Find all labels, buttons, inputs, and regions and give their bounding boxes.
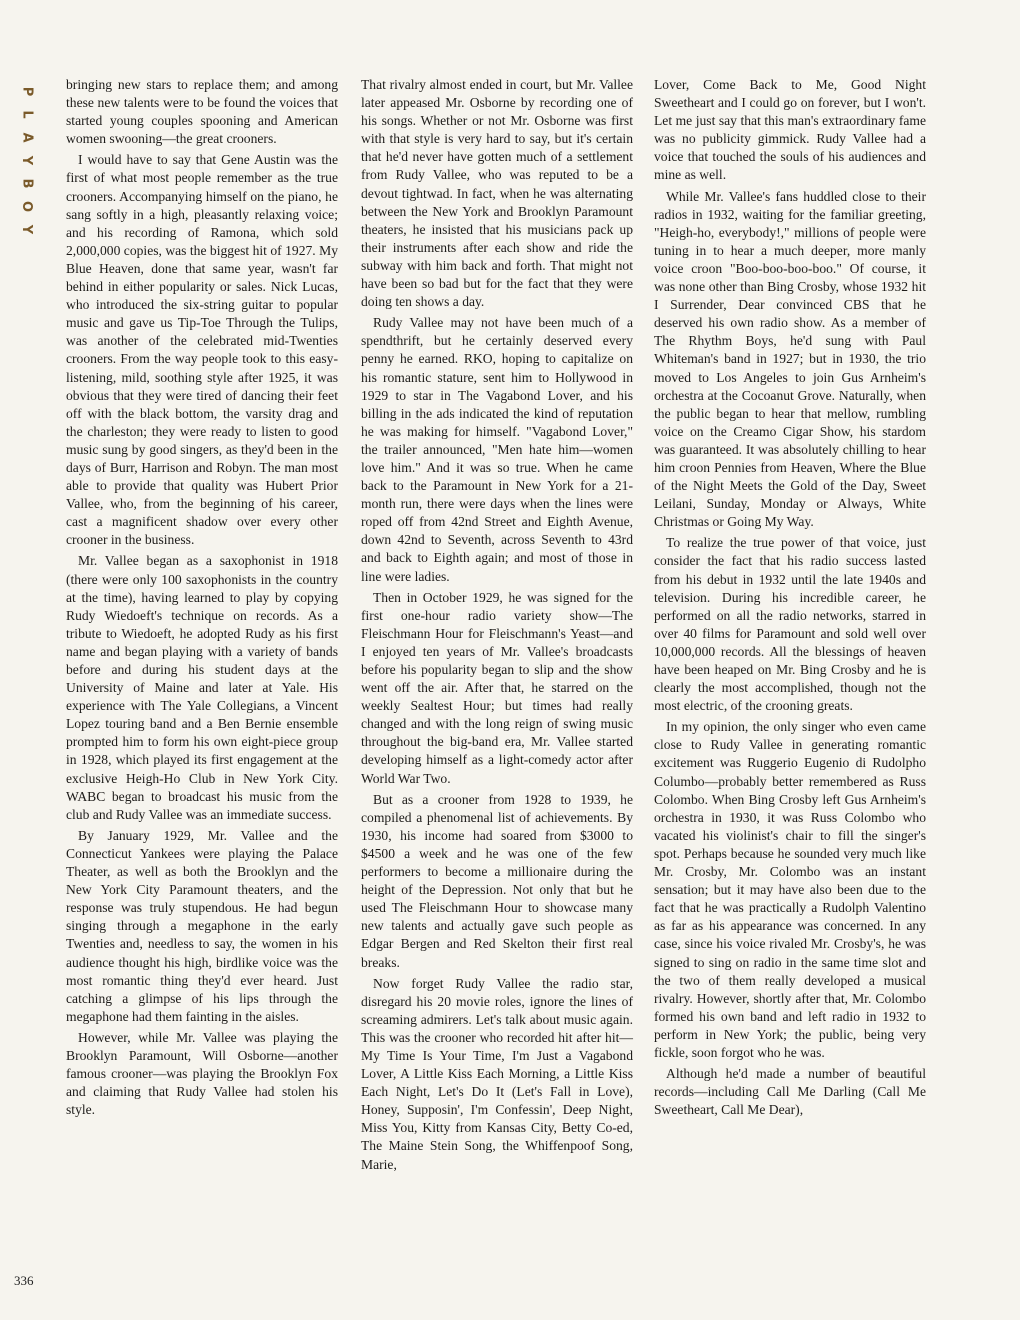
paragraph: bringing new stars to replace them; and among these new talents were to be found the voices that started young couples spooning and American women swooning—the great crooners. — [66, 77, 338, 147]
paragraph: That rivalry almost ended in court, but Mr. Vallee later appeased Mr. Osborne by recording one of his songs. Whether or not Mr. Osborne was first with that style is very hard to say, but it's certain that he'd never have gotten much of a settlement from Rudy Vallee, who was reputed to be a devout tightwad. In fact, when he was alternating between the New York and Brooklyn Paramount theaters, he insisted that his musicians pack up their instruments after each show and ride the subway with him back and forth. That might not have been so bad but for the fact that they were doing ten shows a day. — [361, 77, 633, 310]
magazine-masthead — [16, 80, 38, 241]
text-column-1 — [66, 76, 338, 1122]
paragraph: By January 1929, Mr. Vallee and the Connecticut Yankees were playing the Palace Theater, as well as both the Brooklyn and the New York City Paramount theaters, and the response was truly stupendous. He had begun singing through a megaphone in the early Twenties and, needless to say, the women in his audience thought his high, birdlike voice was the most romantic thing they'd ever heard. Just catching a glimpse of his lips through the megaphone had them fainting in the aisles. — [66, 827, 338, 1024]
text-column-2 — [361, 76, 633, 1177]
masthead-letter: A — [19, 132, 35, 143]
paragraph: While Mr. Vallee's fans huddled close to their radios in 1932, waiting for the familiar greeting, "Heigh-ho, everybody!," millions of people were tuning in to hear a much deeper, more manly voice croon "Boo-boo-boo-boo." Of course, it was none other than Bing Crosby, whose 1932 hit I Surrender, Dear convinced CBS that he deserved his own radio show. As a member of The Rhythm Boys, he'd sung with Paul Whiteman's band in 1927; but in 1930, the trio moved to Los Angeles to join Gus Arnheim's orchestra at the Cocoanut Grove. Naturally, when the public began to hear that mellow, rumbling voice on the Creamo Cigar Show, his stardom was guaranteed. It was absolutely chilling to hear him croon Pennies from Heaven, Where the Blue of the Night Meets the Gold of the Day, Sweet Leilani, Sunday, Monday or Always, White Christmas or Going My Way. — [654, 188, 926, 530]
paragraph: However, while Mr. Vallee was playing the Brooklyn Paramount, Will Osborne—another famous crooner—was playing the Brooklyn Fox and claiming that Rudy Vallee had stolen his style. — [66, 1029, 338, 1118]
paragraph: Lover, Come Back to Me, Good Night Sweetheart and I could go on forever, but I won't. Let me just say that this man's extraordinary fame was no publicity gimmick. Rudy Vallee had a voice that touched the souls of his audiences and mine as well. — [654, 77, 926, 183]
page-number: 336 — [14, 1273, 34, 1288]
masthead-letter: L — [19, 110, 35, 119]
paragraph: Now forget Rudy Vallee the radio star, disregard his 20 movie roles, ignore the lines of screaming admirers. Let's talk about music again. This was the crooner who recorded hit after hit—My Time Is Your Time, I'm Just a Vagabond Lover, A Little Kiss Each Morning, a Little Kiss Each Night, Let's Do It (Let's Fall in Love), Honey, Supposin', I'm Confessin', Deep Night, Miss You, Kitty from Kansas City, Betty Co-ed, The Maine Stein Song, the Whiffenpoof Song, Marie, — [361, 975, 633, 1172]
masthead-letter: Y — [19, 224, 35, 235]
paragraph: Mr. Vallee began as a saxophonist in 1918 (there were only 100 saxophonists in the country at the time), having learned to play by copying Rudy Wiedoeft's technique on records. As a tribute to Wiedoeft, he adopted Rudy as his first name and began playing with a variety of bands before and during his student days at the University of Maine and later at Yale. His experience with The Yale Collegians, a Vincent Lopez touring band and a Ben Bernie ensemble prompted him to form his own eight-piece group in 1928, which played its first engagement at the exclusive Heigh-Ho Club in New York City. WABC began to broadcast his music from the club and Rudy Vallee was an immediate success. — [66, 553, 338, 822]
masthead-letter: O — [19, 200, 35, 213]
paragraph: I would have to say that Gene Austin was the first of what most people remember as the true crooners. Accompanying himself on the piano, he sang softly in a high, pleasantly relaxing voice; and his recording of Ramona, which sold 2,000,000 copies, was the biggest hit of 1927. My Blue Heaven, done that same year, wasn't far behind in either popularity or sales. Nick Lucas, who introduced the six-string guitar to popular music and gave us Tip-Toe Through the Tulips, was another of the celebrated mid-Twenties crooners. From the way people took to this easy-listening, mild, soothing style after 1925, it was obvious that they were tired of dancing their feet off with the black bottom, the varsity drag and the charleston; they were ready to listen to good music sung by good singers, as they'd been in the days of Burr, Harrison and Robyn. The man most able to provide that quality was Hubert Prior Vallee, who, from the beginning of his career, cast a magnificent shadow over every other crooner in the business. — [66, 152, 338, 548]
paragraph: Although he'd made a number of beautiful records—including Call Me Darling (Call Me Sweetheart, Call Me Dear), — [654, 1066, 926, 1118]
text-column-3 — [654, 76, 926, 1122]
paragraph: Then in October 1929, he was signed for the first one-hour radio variety show—The Fleischmann Hour for Fleischmann's Yeast—and I enjoyed ten years of Mr. Vallee's broadcasts before his popularity began to slip and the show went off the air. After that, he starred on the weekly Sealtest Hour; but times had really changed and with the long reign of swing music throughout the big-band era, Mr. Vallee started developing himself as a light-comedy actor after World War Two. — [361, 589, 633, 786]
paragraph: To realize the true power of that voice, just consider the fact that his radio success lasted from his debut in 1932 until the late 1940s and television. During his incredible career, he performed on all the radio networks, starred in over 40 films for Paramount and sold well over 10,000,000 records. All the blessings of heaven have been heaped on Mr. Bing Crosby and he is clearly the most accomplished, though not the most electric, of the crooning greats. — [654, 535, 926, 714]
masthead-letter: P — [19, 86, 35, 97]
paragraph: But as a crooner from 1928 to 1939, he compiled a phenomenal list of achievements. By 1930, his income had soared from $3000 to $4500 a week and he was one of the few performers to become a millionaire during the height of the Depression. Not only that but he used The Fleischmann Hour to showcase many new talents and actually gave such people as Edgar Bergen and Red Skelton their first real breaks. — [361, 791, 633, 970]
masthead-letter: Y — [19, 155, 35, 166]
paragraph: In my opinion, the only singer who even came close to Rudy Vallee in generating romantic excitement was Ruggerio Eugenio di Rudolpho Columbo—probably better remembered as Russ Colombo. When Bing Crosby left Gus Arnheim's orchestra in 1930, it was Russ Colombo who vacated his violinist's chair to fill the singer's spot. Perhaps because he sounded very much like Mr. Crosby, Mr. Colombo was an instant sensation; but it may have also been due to the fact that he was practically a Rudolph Valentino as far as his appearance was concerned. In any case, since his voice rivaled Mr. Crosby's, he was signed to sing on radio in the same time slot and the two of them really developed a musical rivalry. However, shortly after that, Mr. Colombo formed his own band and left radio in 1932 to perform in New York; the public, being very fickle, soon forgot who he was. — [654, 719, 926, 1060]
paragraph: Rudy Vallee may not have been much of a spendthrift, but he certainly deserved every penny he earned. RKO, hoping to capitalize on his romantic stature, sent him to Hollywood in 1929 to star in The Vagabond Lover, and his billing in the ads indicated the kind of reputation he was making for himself. "Vagabond Lover," the trailer announced, "Men hate him—women love him." And it was so true. When he came back to the Paramount in New York for a 21-month run, there were days when the lines were roped off from 42nd Street and Eighth Avenue, down 42nd to Seventh, across Seventh to 43rd and back to Eighth again; and most of those in line were ladies. — [361, 315, 633, 584]
masthead-letter: B — [19, 178, 35, 189]
